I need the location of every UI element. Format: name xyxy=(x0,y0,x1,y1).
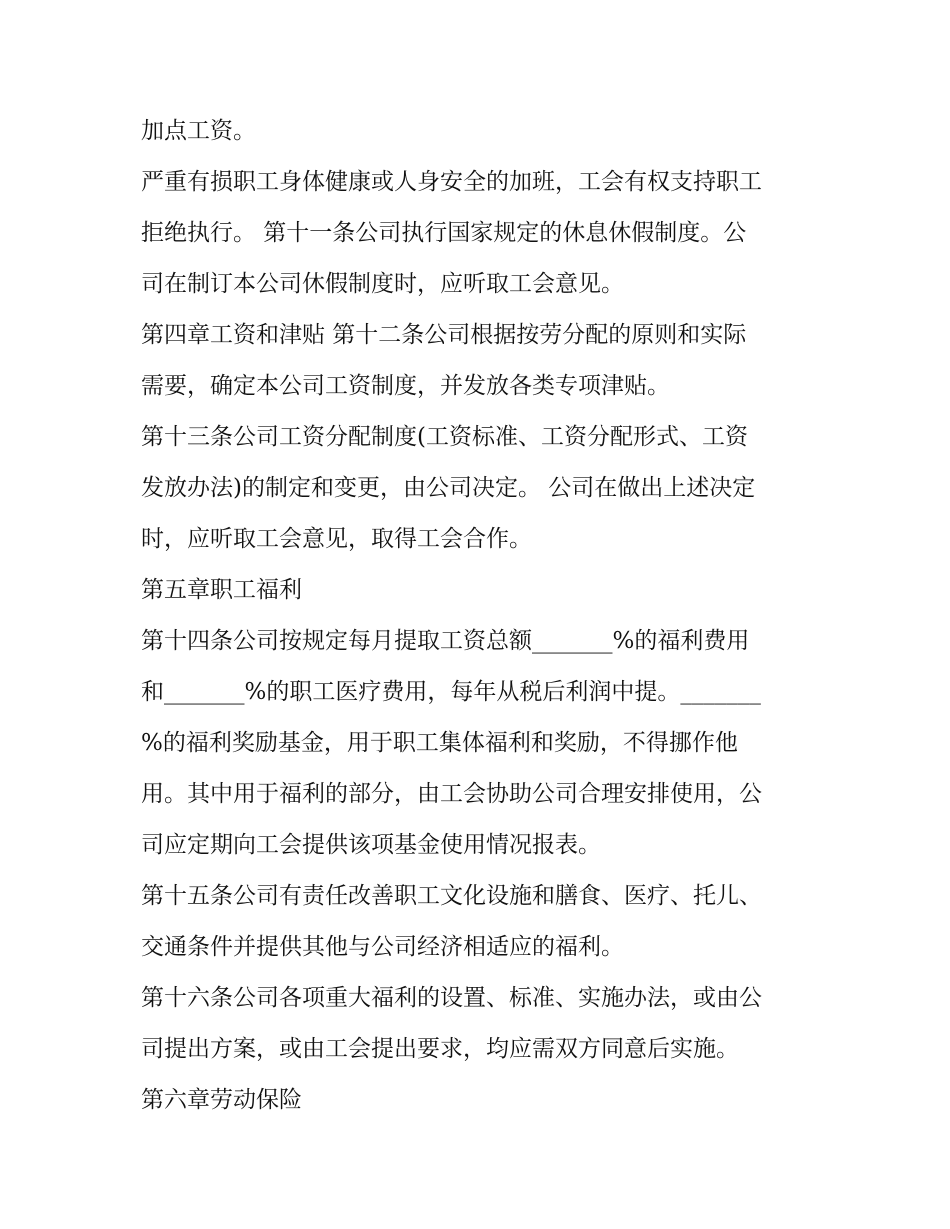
text-line: 司应定期向工会提供该项基金使用情况报表。 xyxy=(141,832,601,858)
text-line: 用。其中用于福利的部分，由工会协助公司合理安排使用，公 xyxy=(141,781,762,807)
text-line: 司提出方案，或由工会提出要求，均应需双方同意后实施。 xyxy=(141,1036,739,1062)
text-line: %的福利奖励基金，用于职工集体福利和奖励，不得挪作他 xyxy=(141,730,738,756)
text-line: 和_______%的职工医疗费用，每年从税后利润中提。_______ xyxy=(141,679,761,705)
text-line: 加点工资。 xyxy=(141,118,256,144)
text-line: 第十六条公司各项重大福利的设置、标准、实施办法，或由公 xyxy=(141,985,762,1011)
text-line: 发放办法)的制定和变更，由公司决定。 公司在做出上述决定 xyxy=(141,475,756,501)
chapter-heading: 第五章职工福利 xyxy=(141,577,302,603)
text-line: 拒绝执行。 第十一条公司执行国家规定的休息休假制度。公 xyxy=(141,220,747,246)
text-line: 严重有损职工身体健康或人身安全的加班，工会有权支持职工 xyxy=(141,169,762,195)
text-line: 交通条件并提供其他与公司经济相适应的福利。 xyxy=(141,934,624,960)
text-line: 时，应听取工会意见，取得工会合作。 xyxy=(141,526,532,552)
text-line: 第十五条公司有责任改善职工文化设施和膳食、医疗、托儿、 xyxy=(141,883,762,909)
text-line: 司在制订本公司休假制度时，应听取工会意见。 xyxy=(141,271,624,297)
chapter-heading: 第六章劳动保险 xyxy=(141,1087,302,1113)
document-body xyxy=(141,108,813,1128)
text-line: 第十四条公司按规定每月提取工资总额_______%的福利费用 xyxy=(141,628,750,654)
text-line: 需要，确定本公司工资制度，并发放各类专项津贴。 xyxy=(141,373,670,399)
text-line: 第十三条公司工资分配制度(工资标准、工资分配形式、工资 xyxy=(141,424,748,450)
text-line: 第四章工资和津贴 第十二条公司根据按劳分配的原则和实际 xyxy=(141,322,747,348)
